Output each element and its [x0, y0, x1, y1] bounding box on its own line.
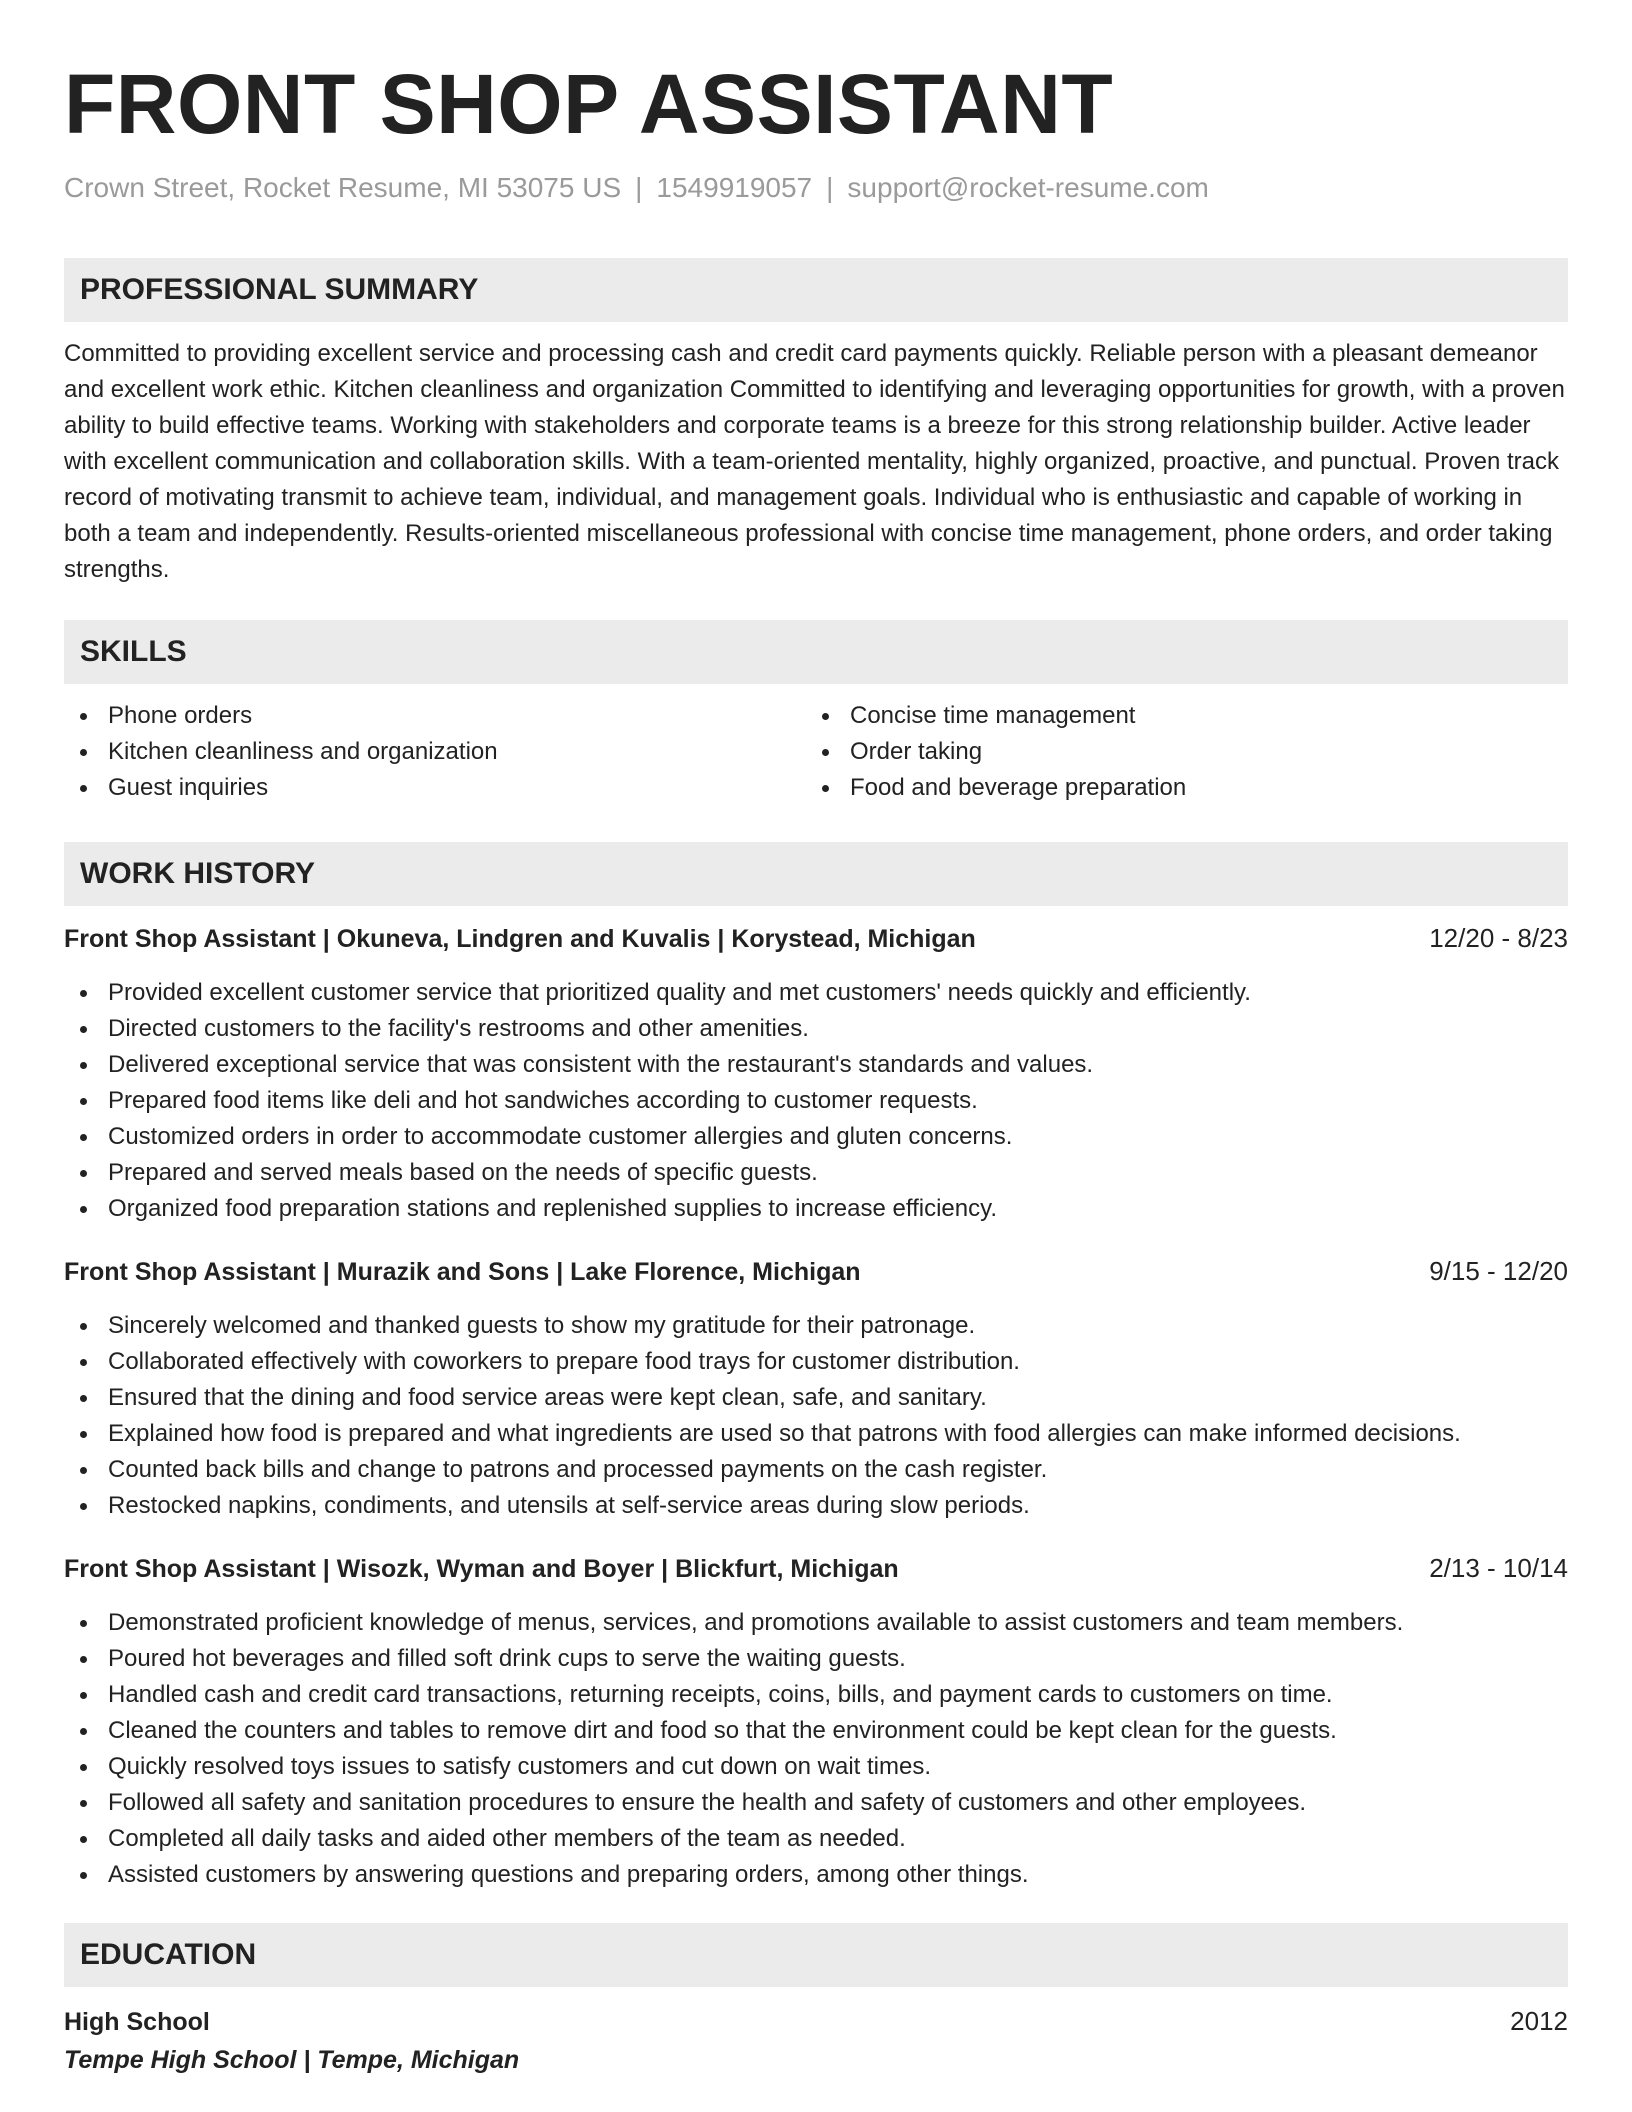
job-entry — [64, 1550, 1568, 1893]
job-duty: Provided excellent customer service that prioritized quality and met customers' needs quickly and efficiently. — [64, 975, 1568, 1011]
job-duty: Counted back bills and change to patrons and processed payments on the cash register. — [64, 1452, 1568, 1488]
skills-column-right — [806, 698, 1548, 806]
job-duty: Sincerely welcomed and thanked guests to show my gratitude for their patronage. — [64, 1308, 1568, 1344]
job-duty: Prepared food items like deli and hot sandwiches according to customer requests. — [64, 1083, 1568, 1119]
job-duty: Directed customers to the facility's restrooms and other amenities. — [64, 1011, 1568, 1047]
job-duty: Customized orders in order to accommodate customer allergies and gluten concerns. — [64, 1119, 1568, 1155]
contact-separator: | — [635, 172, 643, 203]
section-heading-summary: PROFESSIONAL SUMMARY — [64, 258, 1568, 322]
job-duty: Organized food preparation stations and replenished supplies to increase efficiency. — [64, 1191, 1568, 1227]
job-entry — [64, 1253, 1568, 1524]
section-heading-work-history: WORK HISTORY — [64, 842, 1568, 906]
skill-item: Kitchen cleanliness and organization — [64, 734, 806, 770]
skill-item: Guest inquiries — [64, 770, 806, 806]
job-duties — [64, 1605, 1568, 1893]
job-dates: 12/20 - 8/23 — [1429, 923, 1568, 953]
job-duty: Assisted customers by answering questions and preparing orders, among other things. — [64, 1857, 1568, 1893]
skills-list — [64, 698, 1568, 806]
education-header — [64, 2003, 1568, 2040]
job-duty: Completed all daily tasks and aided other members of the team as needed. — [64, 1821, 1568, 1857]
job-dates: 9/15 - 12/20 — [1429, 1256, 1568, 1286]
resume-name: FRONT SHOP ASSISTANT — [64, 57, 1114, 151]
job-header — [64, 1550, 1568, 1587]
job-duty: Poured hot beverages and filled soft drink cups to serve the waiting guests. — [64, 1641, 1568, 1677]
job-duty: Collaborated effectively with coworkers to prepare food trays for customer distribution. — [64, 1344, 1568, 1380]
education-school: Tempe High School | Tempe, Michigan — [64, 2046, 520, 2074]
skill-item: Food and beverage preparation — [806, 770, 1548, 806]
skill-item: Phone orders — [64, 698, 806, 734]
job-header — [64, 920, 1568, 957]
job-duties — [64, 1308, 1568, 1524]
skill-item: Concise time management — [806, 698, 1548, 734]
job-duty: Ensured that the dining and food service areas were kept clean, safe, and sanitary. — [64, 1380, 1568, 1416]
job-dates: 2/13 - 10/14 — [1429, 1553, 1568, 1583]
job-duty: Prepared and served meals based on the needs of specific guests. — [64, 1155, 1568, 1191]
job-duty: Demonstrated proficient knowledge of menus, services, and promotions available to assist customers and team members. — [64, 1605, 1568, 1641]
job-entry — [64, 920, 1568, 1227]
section-heading-education: EDUCATION — [64, 1923, 1568, 1987]
job-title: Front Shop Assistant | Wisozk, Wyman and Boyer | Blickfurt, Michigan — [64, 1555, 899, 1583]
contact-phone: 1549919057 — [656, 172, 813, 203]
skills-column-left — [64, 698, 806, 806]
job-duty: Cleaned the counters and tables to remove dirt and food so that the environment could be kept clean for the guests. — [64, 1713, 1568, 1749]
skill-item: Order taking — [806, 734, 1548, 770]
section-heading-skills: SKILLS — [64, 620, 1568, 684]
summary-text: Committed to providing excellent service and processing cash and credit card payments quickly. Reliable person with a pleasant demeanor and excellent work ethic. Kitchen cleanliness and organization Committed to identifying and leveraging opportunities for growth, with a proven ability to build effective teams. Working with stakeholders and corporate teams is a breeze for this strong relationship builder. Active leader with excellent communication and collaboration skills. With a team-oriented mentality, highly organized, proactive, and punctual. Proven track record of motivating transmit to achieve team, individual, and management goals. Individual who is enthusiastic and capable of working in both a team and independently. Results-oriented miscellaneous professional with concise time management, phone orders, and order taking strengths. — [64, 340, 1565, 583]
contact-line — [64, 170, 1568, 206]
job-title: Front Shop Assistant | Murazik and Sons | Lake Florence, Michigan — [64, 1258, 861, 1286]
job-duty: Handled cash and credit card transactions, returning receipts, coins, bills, and payment cards to customers on time. — [64, 1677, 1568, 1713]
contact-email: support@rocket-resume.com — [847, 172, 1209, 203]
job-title: Front Shop Assistant | Okuneva, Lindgren and Kuvalis | Korystead, Michigan — [64, 925, 976, 953]
job-header — [64, 1253, 1568, 1290]
job-duties — [64, 975, 1568, 1227]
contact-separator: | — [826, 172, 834, 203]
job-duty: Followed all safety and sanitation procedures to ensure the health and safety of customers and other employees. — [64, 1785, 1568, 1821]
contact-address: Crown Street, Rocket Resume, MI 53075 US — [64, 172, 622, 203]
education-year: 2012 — [1510, 2006, 1568, 2036]
education-degree: High School — [64, 2008, 210, 2036]
job-duty: Quickly resolved toys issues to satisfy customers and cut down on wait times. — [64, 1749, 1568, 1785]
job-duty: Restocked napkins, condiments, and utensils at self-service areas during slow periods. — [64, 1488, 1568, 1524]
job-duty: Delivered exceptional service that was consistent with the restaurant's standards and values. — [64, 1047, 1568, 1083]
job-duty: Explained how food is prepared and what ingredients are used so that patrons with food allergies can make informed decisions. — [64, 1416, 1568, 1452]
